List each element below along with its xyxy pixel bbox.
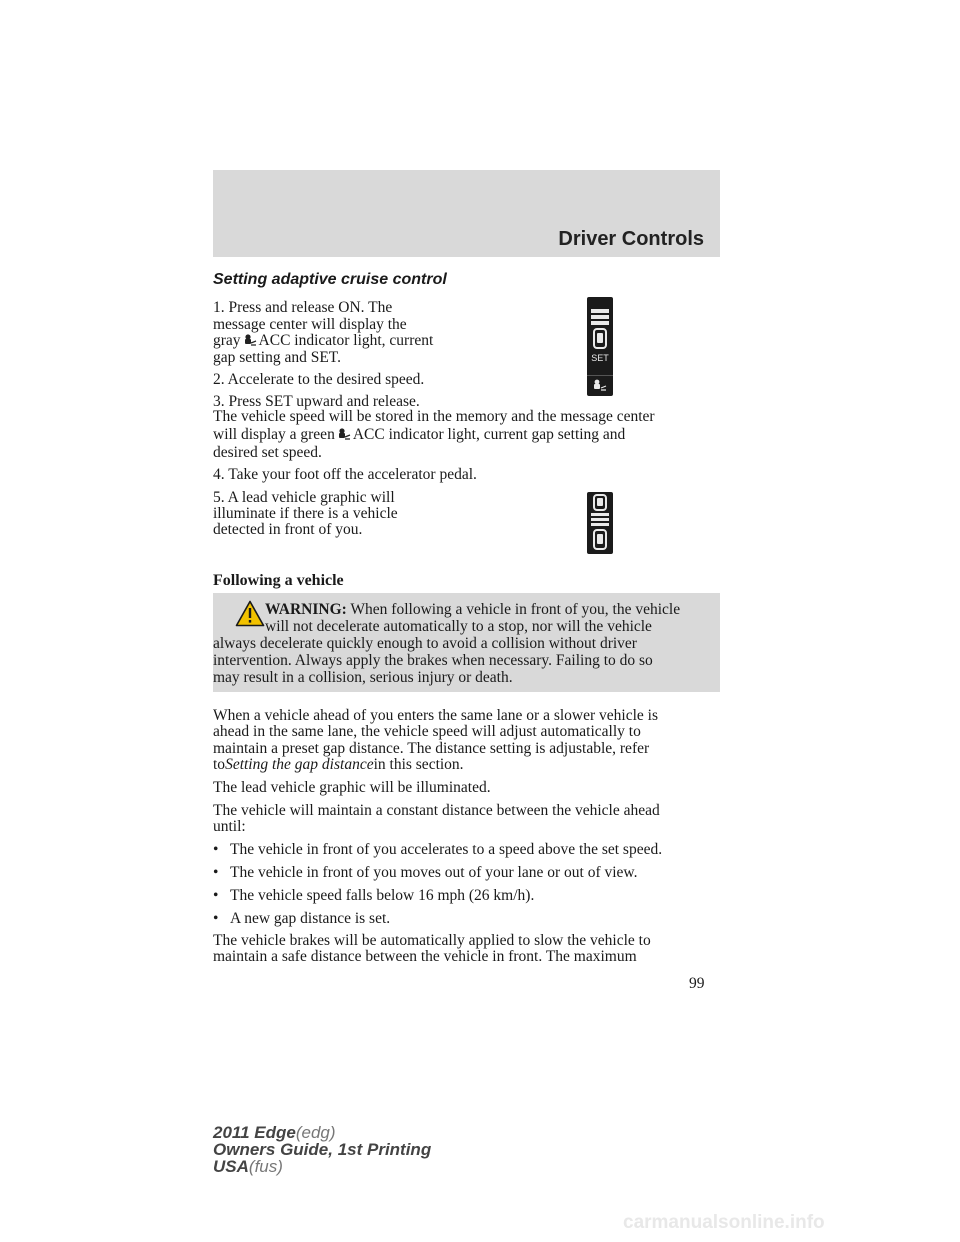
step1-line1: 1. Press and release ON. The xyxy=(213,299,393,316)
para3-line1: The vehicle will maintain a constant distance between the vehicle ahead xyxy=(213,802,660,819)
acc-vehicle-icon xyxy=(337,427,351,441)
section-heading-setting-acc: Setting adaptive cruise control xyxy=(213,271,447,288)
chapter-header xyxy=(213,170,720,257)
para1-line3: maintain a preset gap distance. The distance setting is adjustable, refer xyxy=(213,740,650,757)
warning-line-3: always decelerate quickly enough to avoid a collision without driver xyxy=(213,635,637,652)
step5-line3: detected in front of you. xyxy=(213,521,363,538)
warning-line-4: intervention. Always apply the brakes when necessary. Failing to do so xyxy=(213,652,653,669)
step4-text: 4. Take your foot off the accelerator pedal. xyxy=(213,466,477,483)
step3-text: 3. Press SET upward and release. xyxy=(213,393,420,410)
lead-vehicle-graphic xyxy=(587,492,613,554)
step1-line4: gap setting and SET. xyxy=(213,349,341,366)
set-label: SET xyxy=(591,353,609,363)
bullet-item: • The vehicle in front of you accelerates to a speed above the set speed. xyxy=(213,841,663,858)
set-display-graphic xyxy=(587,297,613,396)
step1-line3 xyxy=(213,332,433,349)
chapter-title: Driver Controls xyxy=(558,228,704,250)
para1-line2: ahead in the same lane, the vehicle speed will adjust automatically to xyxy=(213,723,641,740)
step3-line2: The vehicle speed will be stored in the memory and the message center xyxy=(213,408,655,425)
step3-line4: desired set speed. xyxy=(213,444,322,461)
step5-line1: 5. A lead vehicle graphic will xyxy=(213,489,395,506)
para3-line2: until: xyxy=(213,818,246,835)
para1-line1: When a vehicle ahead of you enters the same lane or a slower vehicle is xyxy=(213,707,659,724)
watermark: carmanualsonline.info xyxy=(623,1212,825,1233)
footer-model: 2011 Edge xyxy=(213,1123,296,1142)
setting-gap-distance-reference: Setting the gap distance xyxy=(225,756,374,773)
gap-bars-graphic xyxy=(587,297,613,396)
warning-line-5: may result in a collision, serious injury or death. xyxy=(213,669,513,686)
step1-gray-suffix: ACC indicator light, current xyxy=(258,332,434,349)
para1-end: in this section. xyxy=(373,756,464,773)
warning-line-2: will not decelerate automatically to a stop, nor will the vehicle xyxy=(265,618,652,635)
warning-first-text: When following a vehicle in front of you, the vehicle xyxy=(350,601,681,618)
bullet-text: The vehicle in front of you accelerates to a speed above the set speed. xyxy=(230,841,663,858)
page-number: 99 xyxy=(689,975,705,992)
lead-vehicle-display-graphic xyxy=(587,492,613,554)
footer-market-code: (fus) xyxy=(248,1157,283,1176)
footer-market: USA xyxy=(213,1157,249,1176)
footer-model-code: (edg) xyxy=(295,1123,336,1142)
step5-line2: illuminate if there is a vehicle xyxy=(213,505,398,522)
para2-text: The lead vehicle graphic will be illuminated. xyxy=(213,779,491,796)
warning-first-line xyxy=(265,601,720,618)
bullet-text: The vehicle speed falls below 16 mph (26 km/h). xyxy=(230,887,535,904)
step2-text: 2. Accelerate to the desired speed. xyxy=(213,371,425,388)
bullet-item: • The vehicle in front of you moves out of your lane or out of view. xyxy=(213,864,638,881)
step3-green-prefix: will display a green xyxy=(213,426,335,443)
footer-printing: Owners Guide, 1st Printing xyxy=(213,1140,432,1159)
section-heading-following: Following a vehicle xyxy=(213,572,344,589)
step1-line2: message center will display the xyxy=(213,316,407,333)
footer-print-info xyxy=(213,1124,431,1175)
para4-line1: The vehicle brakes will be automatically applied to slow the vehicle to xyxy=(213,932,651,949)
para1-to: to xyxy=(213,756,226,773)
step1-gray-prefix: gray xyxy=(213,332,241,349)
step3-green-suffix: ACC indicator light, current gap setting and xyxy=(352,426,626,443)
bullet-text: The vehicle in front of you moves out of your lane or out of view. xyxy=(230,864,638,881)
step3-line3 xyxy=(213,426,625,443)
warning-label: WARNING: xyxy=(265,601,347,618)
acc-vehicle-icon xyxy=(243,333,257,347)
bullet-item: • A new gap distance is set. xyxy=(213,910,391,927)
warning-triangle-icon xyxy=(235,600,265,627)
warning-box xyxy=(213,593,720,692)
bullet-text: A new gap distance is set. xyxy=(230,910,391,927)
para1-line4 xyxy=(213,756,464,773)
bullet-item: • The vehicle speed falls below 16 mph (26 km/h). xyxy=(213,887,535,904)
para4-line2: maintain a safe distance between the vehicle in front. The maximum xyxy=(213,948,637,965)
